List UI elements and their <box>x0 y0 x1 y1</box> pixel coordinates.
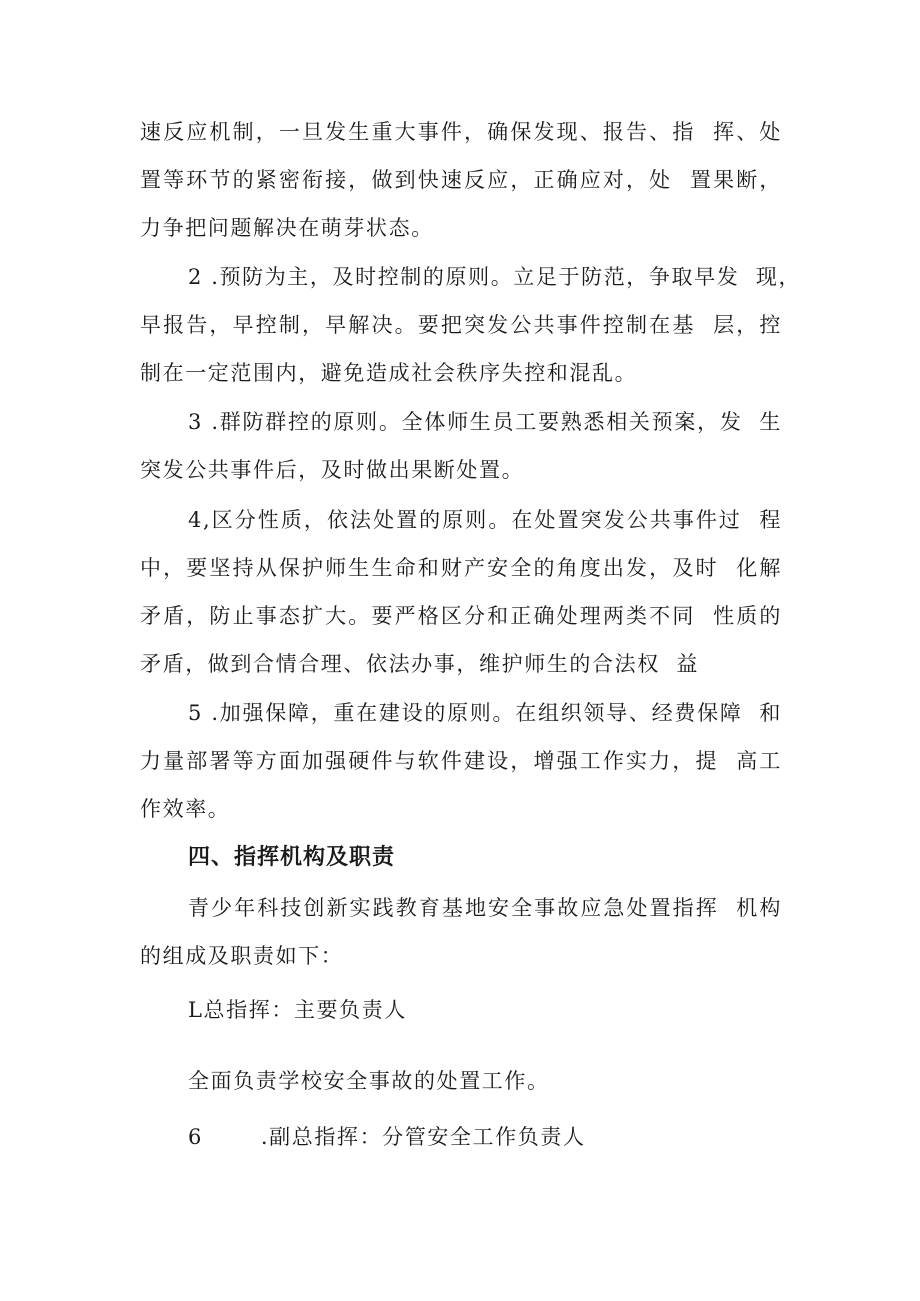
paragraph-line: 青少年科技创新实践教育基地安全事故应急处置指挥 机构 <box>188 896 782 920</box>
paragraph-line: 2 .预防为主，及时控制的原则。立足于防范，争取早发 现， <box>188 265 802 289</box>
paragraph-line: 力争把问题解决在萌芽状态。 <box>140 216 434 240</box>
list-item: 6 .副总指挥：分管安全工作负责人 <box>188 1125 586 1149</box>
paragraph-line: 作效率。 <box>140 797 231 821</box>
paragraph-line: 矛盾，做到合情合理、依法办事，维护师生的合法权 益 <box>140 652 699 676</box>
paragraph-line: 的组成及职责如下： <box>140 944 344 968</box>
paragraph-line: 3 .群防群控的原则。全体师生员工要熟悉相关预案，发 生 <box>188 410 782 434</box>
paragraph-line: 力量部署等方面加强硬件与软件建设，增强工作实力，提 高工 <box>140 749 782 773</box>
section-heading: 四、指挥机构及职责 <box>188 845 396 870</box>
paragraph-line: 矛盾，防止事态扩大。要严格区分和正确处理两类不同 性质的 <box>140 604 782 628</box>
paragraph-line: 5 .加强保障，重在建设的原则。在组织领导、经费保障 和 <box>188 701 782 725</box>
list-item-description: 全面负责学校安全事故的处置工作。 <box>188 1069 550 1093</box>
paragraph-line: 置等环节的紧密衔接，做到快速反应，正确应对，处 置果断， <box>140 168 782 192</box>
paragraph-line: 4,区分性质，依法处置的原则。在处置突发公共事件过 程 <box>188 508 782 532</box>
list-item: L总指挥：主要负责人 <box>188 998 407 1022</box>
paragraph-line: 中，要坚持从保护师生生命和财产安全的角度出发，及时 化解 <box>140 556 782 580</box>
paragraph-line: 制在一定范围内，避免造成社会秩序失控和混乱。 <box>140 361 638 385</box>
paragraph-line: 早报告，早控制，早解决。要把突发公共事件控制在基 层，控 <box>140 313 782 337</box>
paragraph-line: 速反应机制，一旦发生重大事件，确保发现、报告、指 挥、处 <box>140 120 782 144</box>
paragraph-line: 突发公共事件后，及时做出果断处置。 <box>140 458 525 482</box>
